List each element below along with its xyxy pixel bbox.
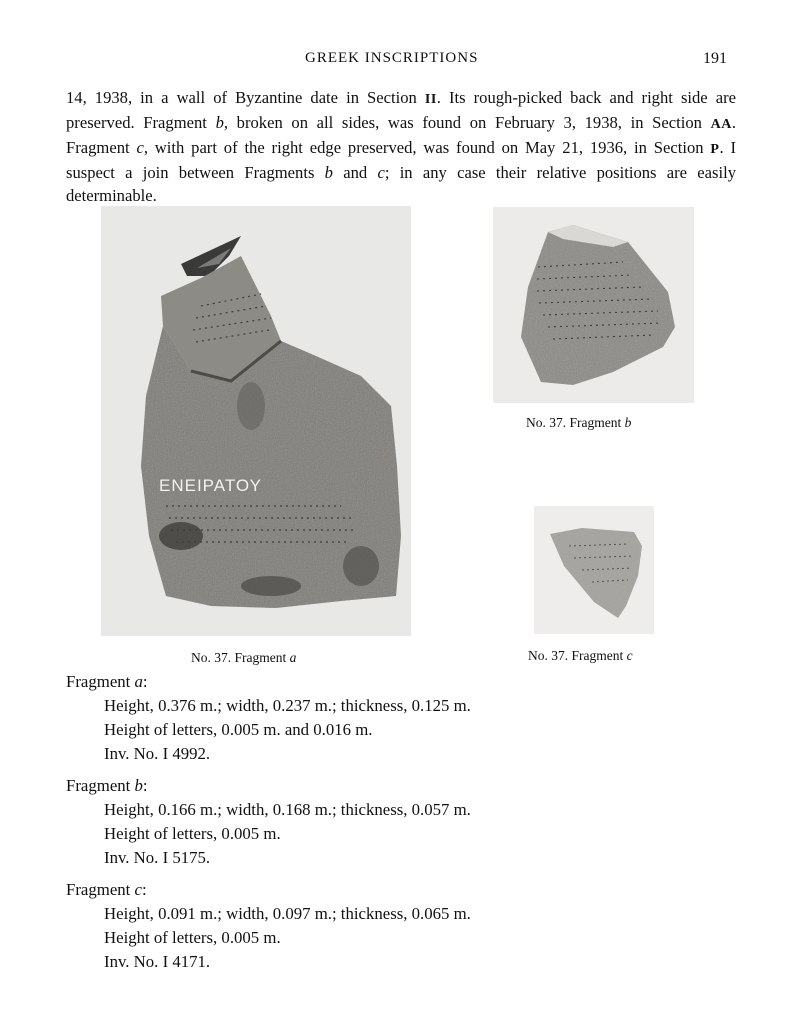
running-head: GREEK INSCRIPTIONS: [305, 50, 479, 66]
fragment-b-dimensions: Height, 0.166 m.; width, 0.168 m.; thickness, 0.057 m.: [104, 800, 471, 819]
fragment-a-inventory: Inv. No. I 4992.: [104, 744, 211, 763]
fragment-a-inscription: ΕΝΕΙΡΑΤΟΥ: [159, 476, 262, 495]
fragment-a-letter-height: Height of letters, 0.005 m. and 0.016 m.: [104, 720, 373, 739]
fragment-c-letter-height: Height of letters, 0.005 m.: [104, 928, 281, 947]
photo-fragment-b: [493, 207, 694, 403]
photo-fragment-c: [534, 506, 654, 634]
fragment-a-title: Fragment a:: [66, 672, 148, 691]
fragment-c-inventory: Inv. No. I 4171.: [104, 952, 211, 971]
fragment-b-inventory: Inv. No. I 5175.: [104, 848, 211, 867]
fragment-a-dimensions: Height, 0.376 m.; width, 0.237 m.; thickness, 0.125 m.: [104, 696, 471, 715]
intro-paragraph: 14, 1938, in a wall of Byzantine date in Section II. Its rough-picked back and right side are preserved. Fragment b, broken on all sides, was found on February 3, 1938, in Section AA. Fragment c, with part of the right edge preserved, was found on May 21, 1936, in Section P. I suspect a join between Fragments b and c; in any case their relative positions are easily determinable.: [66, 88, 736, 205]
caption-fragment-b: No. 37. Fragment b: [526, 415, 632, 430]
caption-fragment-c: No. 37. Fragment c: [528, 648, 633, 663]
photo-fragment-a: [101, 206, 411, 636]
page-number: 191: [703, 50, 727, 67]
fragment-c-dimensions: Height, 0.091 m.; width, 0.097 m.; thickness, 0.065 m.: [104, 904, 471, 923]
caption-fragment-a: No. 37. Fragment a: [191, 650, 297, 665]
fragment-c-title: Fragment c:: [66, 880, 147, 899]
fragment-b-letter-height: Height of letters, 0.005 m.: [104, 824, 281, 843]
fragment-b-title: Fragment b:: [66, 776, 148, 795]
